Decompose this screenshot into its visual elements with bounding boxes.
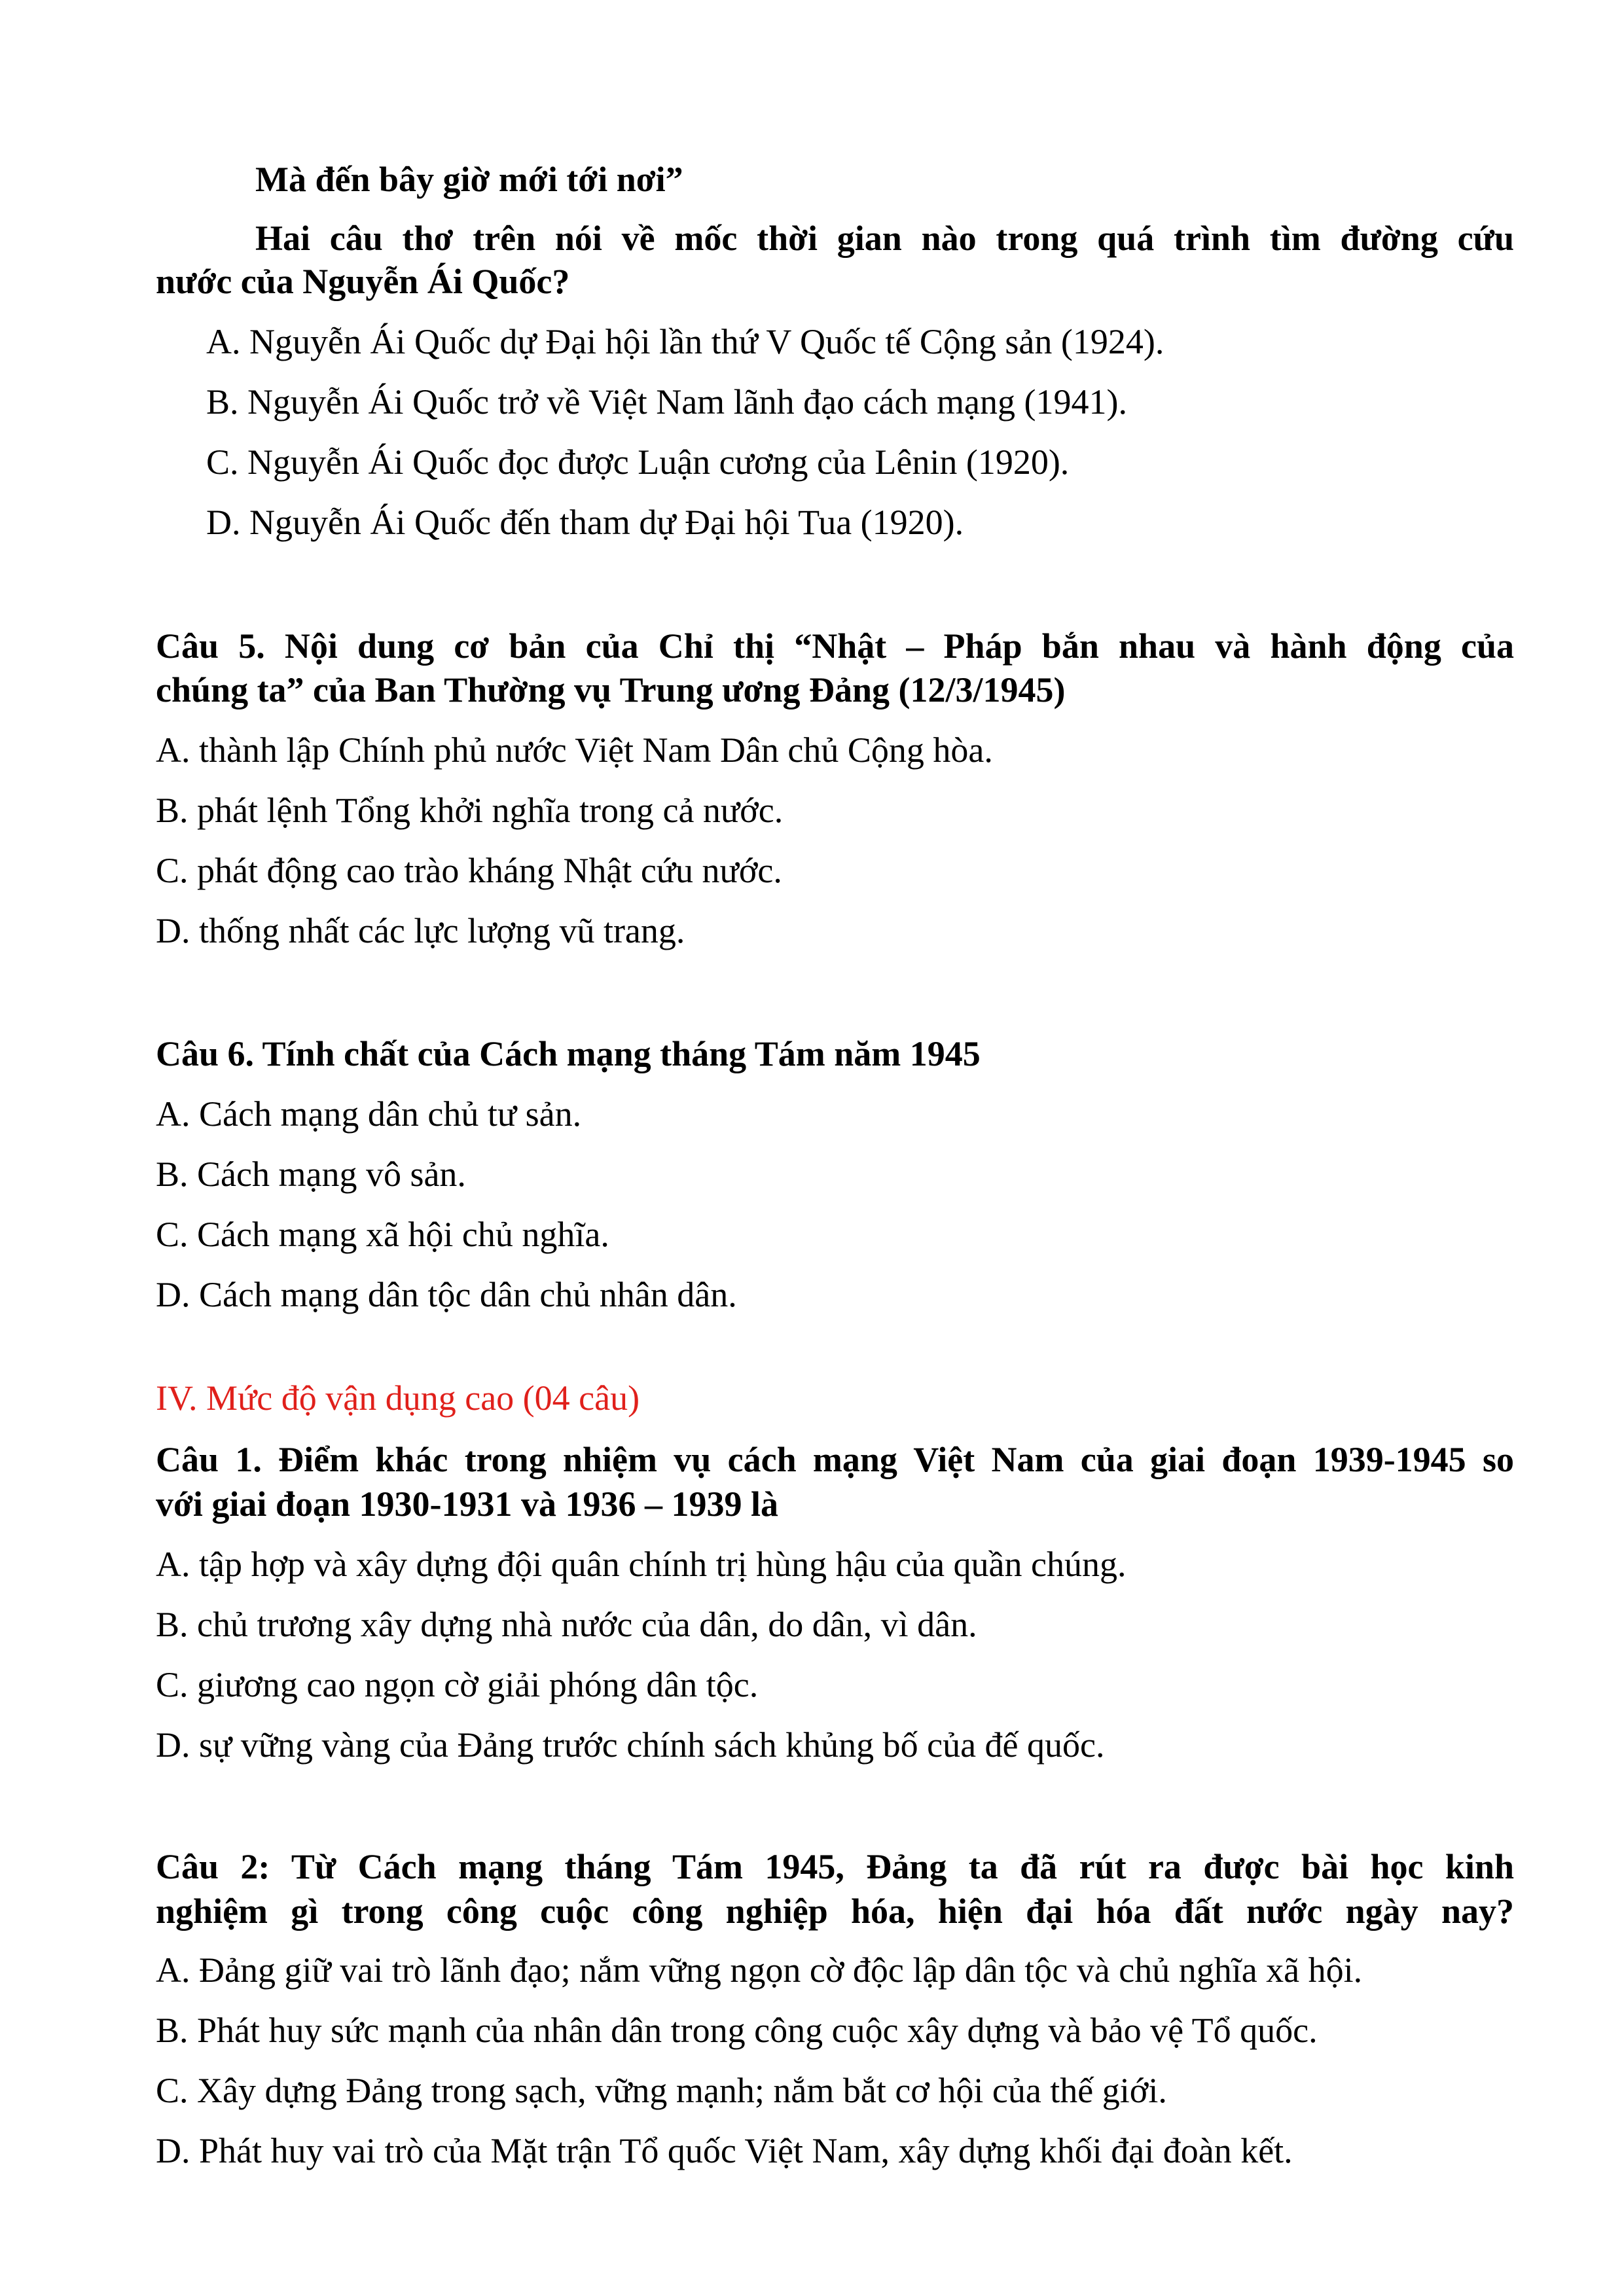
question-5-option-b: B. phát lệnh Tổng khởi nghĩa trong cả nước. [156, 791, 784, 830]
question-5-option-c: C. phát động cao trào kháng Nhật cứu nước. [156, 851, 782, 890]
section-4-question-2-stem-line-1: Câu 2: Từ Cách mạng tháng Tám 1945, Đảng ta đã rút ra được bài học kinh [156, 1847, 1514, 1886]
question-5-stem-line-1: Câu 5. Nội dung cơ bản của Chỉ thị “Nhật – Pháp bắn nhau và hành động của [156, 626, 1514, 666]
question-6-option-c: C. Cách mạng xã hội chủ nghĩa. [156, 1215, 609, 1254]
question-6-option-d: D. Cách mạng dân tộc dân chủ nhân dân. [156, 1275, 737, 1314]
question-5-stem-line-2: chúng ta” của Ban Thường vụ Trung ương Đảng (12/3/1945) [156, 670, 1066, 709]
section-4-question-2-option-c: C. Xây dựng Đảng trong sạch, vững mạnh; nắm bắt cơ hội của thế giới. [156, 2071, 1167, 2110]
poem-line: Mà đến bây giờ mới tới nơi” [255, 160, 683, 199]
section-4-question-2-option-a: A. Đảng giữ vai trò lãnh đạo; nắm vững ngọn cờ độc lập dân tộc và chủ nghĩa xã hội. [156, 1950, 1363, 1990]
question-4-stem-line-1: Hai câu thơ trên nói về mốc thời gian nào trong quá trình tìm đường cứu [255, 219, 1514, 258]
section-4-question-2-option-b: B. Phát huy sức mạnh của nhân dân trong công cuộc xây dựng và bảo vệ Tổ quốc. [156, 2011, 1318, 2050]
section-4-question-1-option-a: A. tập hợp và xây dựng đội quân chính trị hùng hậu của quần chúng. [156, 1545, 1127, 1584]
section-4-question-1-option-c: C. giương cao ngọn cờ giải phóng dân tộc. [156, 1665, 759, 1704]
question-4-option-b: B. Nguyễn Ái Quốc trở về Việt Nam lãnh đạo cách mạng (1941). [206, 382, 1127, 422]
section-heading: IV. Mức độ vận dụng cao (04 câu) [156, 1378, 640, 1418]
question-6-option-a: A. Cách mạng dân chủ tư sản. [156, 1094, 582, 1134]
question-6-stem: Câu 6. Tính chất của Cách mạng tháng Tám năm 1945 [156, 1034, 981, 1073]
question-4-option-a: A. Nguyễn Ái Quốc dự Đại hội lần thứ V Quốc tế Cộng sản (1924). [206, 322, 1164, 361]
question-5-option-d: D. thống nhất các lực lượng vũ trang. [156, 911, 685, 950]
section-4-question-2-option-d: D. Phát huy vai trò của Mặt trận Tổ quốc Việt Nam, xây dựng khối đại đoàn kết. [156, 2131, 1293, 2170]
section-4-question-1-option-b: B. chủ trương xây dựng nhà nước của dân, do dân, vì dân. [156, 1605, 977, 1644]
question-6-option-b: B. Cách mạng vô sản. [156, 1155, 466, 1194]
section-4-question-1-stem-line-2: với giai đoạn 1930-1931 và 1936 – 1939 là [156, 1484, 778, 1524]
question-4-option-c: C. Nguyễn Ái Quốc đọc được Luận cương của Lênin (1920). [206, 442, 1070, 482]
question-4-option-d: D. Nguyễn Ái Quốc đến tham dự Đại hội Tua (1920). [206, 503, 964, 542]
question-5-option-a: A. thành lập Chính phủ nước Việt Nam Dân chủ Cộng hòa. [156, 730, 993, 770]
section-4-question-1-stem-line-1: Câu 1. Điểm khác trong nhiệm vụ cách mạng Việt Nam của giai đoạn 1939-1945 so [156, 1440, 1514, 1479]
section-4-question-1-option-d: D. sự vững vàng của Đảng trước chính sách khủng bố của đế quốc. [156, 1725, 1105, 1765]
section-4-question-2-stem-line-2: nghiệm gì trong công cuộc công nghiệp hóa, hiện đại hóa đất nước ngày nay? [156, 1892, 1514, 1931]
question-4-stem-line-2: nước của Nguyễn Ái Quốc? [156, 262, 570, 301]
